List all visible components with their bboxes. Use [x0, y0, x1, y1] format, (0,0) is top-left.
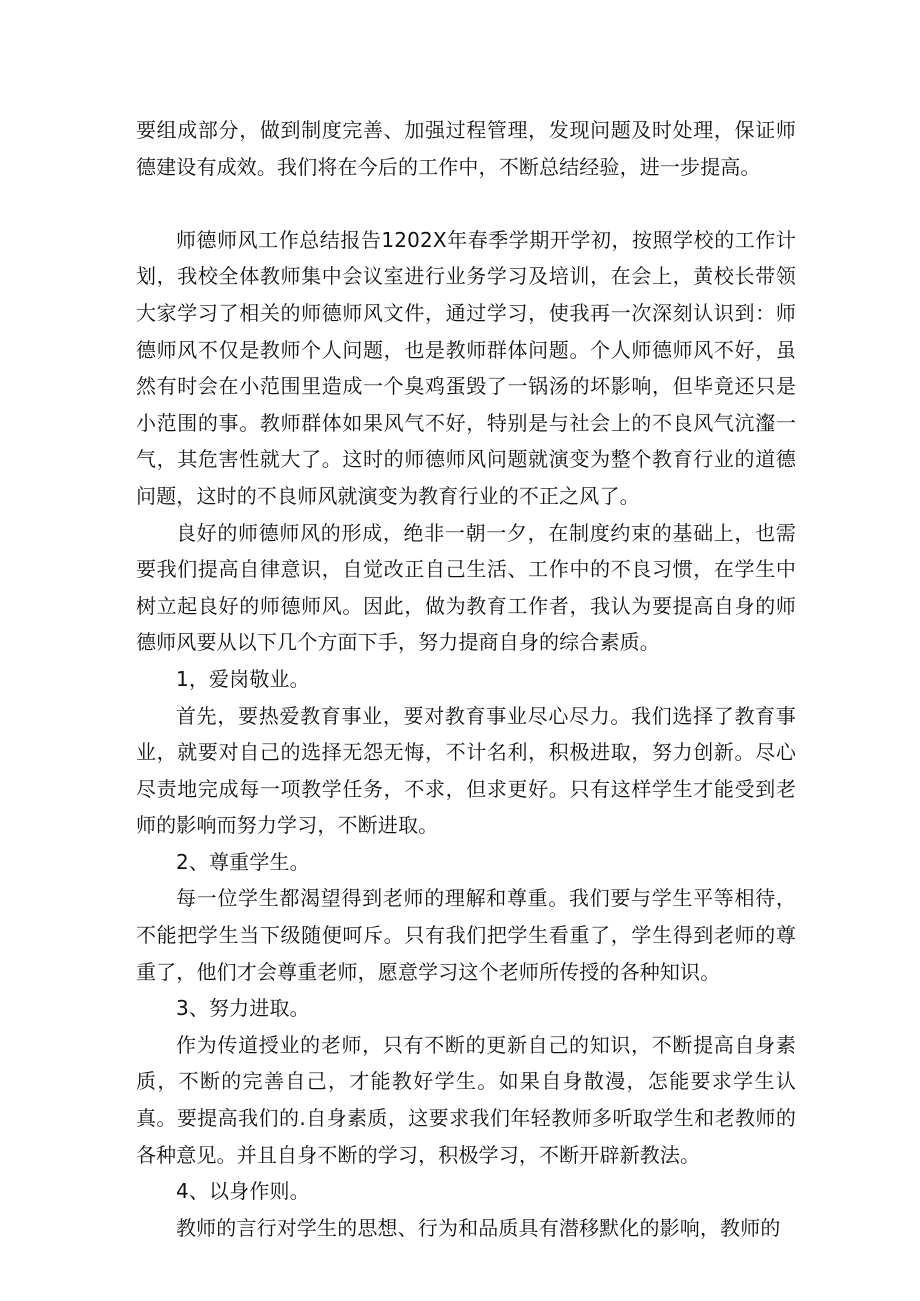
paragraph-section-3: 作为传道授业的老师，只有不断的更新自己的知识，不断提高自身素质，不断的完善自己，才能教好学生。如果自身散漫，怎能要求学生认真。要提高我们的.自身素质，这要求我们年轻教师多听取学生和老教师的各种意见。并且自身不断的学习，积极学习，不断开辟新教法。 [136, 1032, 796, 1167]
paragraph-section-1: 首先，要热爱教育事业，要对教育事业尽心尽力。我们选择了教育事业，就要对自己的选择无怨无悔，不计名利，积极进取，努力创新。尽心尽责地完成每一项教学任务，不求，但求更好。只有这样学生才能受到老师的影响而努力学习，不断进取。 [136, 703, 796, 838]
paragraph-good-ethics: 良好的师德师风的形成，绝非一朝一夕，在制度约束的基础上，也需要我们提高自律意识，自觉改正自己生活、工作中的不良习惯，在学生中树立起良好的师德师风。因此，做为教育工作者，我认为要提高自身的师德师风要从以下几个方面下手，努力提商自身的综合素质。 [136, 520, 796, 655]
section-heading-4: 4、以身作则。 [176, 1179, 310, 1204]
section-heading-1: 1，爱岗敬业。 [176, 666, 310, 691]
section-heading-3: 3、努力进取。 [176, 996, 310, 1021]
paragraph-section-2: 每一位学生都渴望得到老师的理解和尊重。我们要与学生平等相待，不能把学生当下级随便呵斥。只有我们把学生看重了，学生得到老师的尊重了，他们才会尊重老师，愿意学习这个老师所传授的各种知识。 [136, 886, 796, 984]
document-body [136, 112, 796, 1246]
paragraph-report-intro: 师德师风工作总结报告1202X年春季学期开学初，按照学校的工作计划，我校全体教师集中会议室进行业务学习及培训，在会上，黄校长带领大家学习了相关的师德师风文件，通过学习，使我再一次深刻认识到：师德师风不仅是教师个人问题，也是教师群体问题。个人师德师风不好，虽然有时会在小范围里造成一个臭鸡蛋毁了一锅汤的坏影响，但毕竟还只是小范围的事。教师群体如果风气不好，特别是与社会上的不良风气沆瀣一气，其危害性就大了。这时的师德师风问题就演变为整个教育行业的道德问题，这时的不良师风就演变为教育行业的不正之风了。 [136, 227, 796, 508]
section-heading-2: 2、尊重学生。 [176, 849, 310, 874]
paragraph-section-4: 教师的言行对学生的思想、行为和品质具有潜移默化的影响，教师的 [176, 1215, 781, 1240]
paragraph-continuation: 要组成部分，做到制度完善、加强过程管理，发现问题及时处理，保证师德建设有成效。我们将在今后的工作中，不断总结经验，进一步提高。 [136, 118, 796, 179]
